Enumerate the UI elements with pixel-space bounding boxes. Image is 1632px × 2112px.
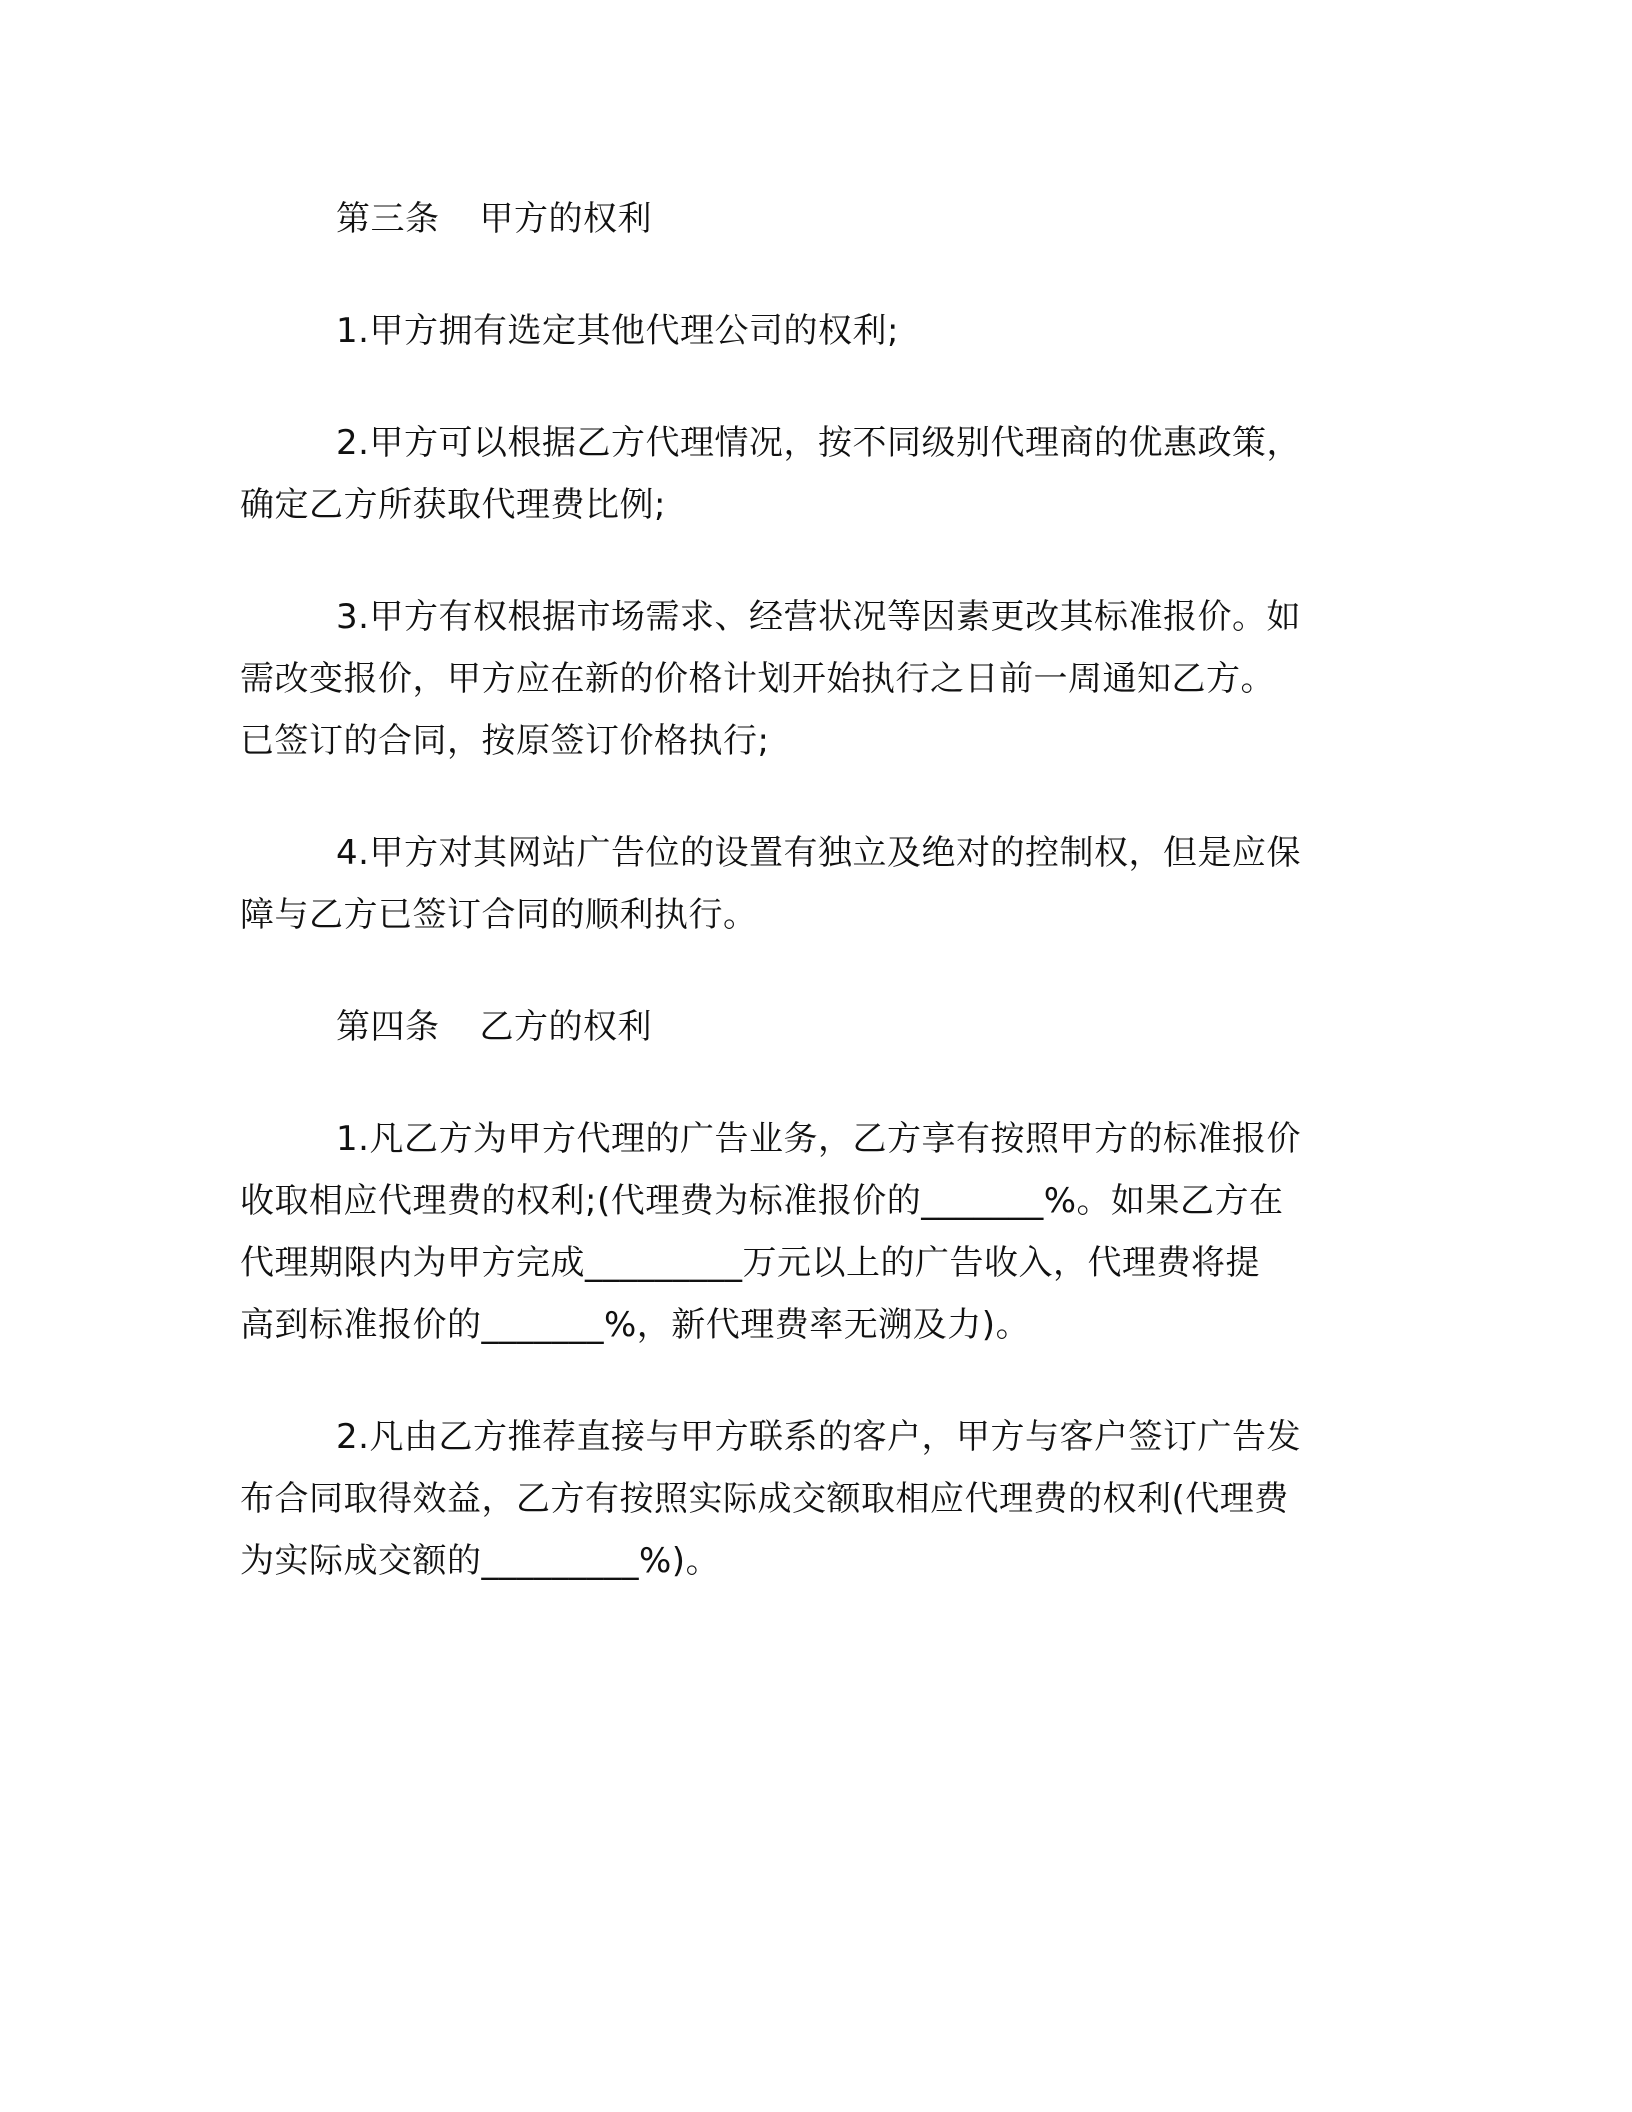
- paragraph-line: 2.凡由乙方推荐直接与甲方联系的客户，甲方与客户签订广告发: [336, 1417, 1301, 1457]
- section-title: 甲方的权利: [479, 199, 652, 239]
- paragraph-line: 1.甲方拥有选定其他代理公司的权利;: [336, 311, 899, 351]
- paragraph-line: 需改变报价，甲方应在新的价格计划开始执行之日前一周通知乙方。: [240, 659, 1275, 699]
- paragraph-line: 代理期限内为甲方完成_________万元以上的广告收入，代理费将提: [240, 1243, 1260, 1283]
- paragraph-line: 4.甲方对其网站广告位的设置有独立及绝对的控制权，但是应保: [336, 833, 1301, 873]
- paragraph-line: 障与乙方已签订合同的顺利执行。: [240, 895, 758, 935]
- paragraph-line: 收取相应代理费的权利;(代理费为标准报价的_______%。如果乙方在: [240, 1181, 1284, 1221]
- paragraph-3-3: [240, 586, 1365, 772]
- paragraph-line: 2.甲方可以根据乙方代理情况，按不同级别代理商的优惠政策，: [336, 423, 1301, 463]
- section-heading-4: [240, 996, 1365, 1058]
- paragraph-line: 高到标准报价的_______%，新代理费率无溯及力)。: [240, 1305, 1031, 1345]
- section-number: 第三条: [336, 199, 440, 239]
- section-heading-3: [240, 188, 1365, 250]
- paragraph-4-2: [240, 1406, 1365, 1592]
- section-number: 第四条: [336, 1007, 440, 1047]
- paragraph-3-1: [240, 300, 1365, 362]
- paragraph-line: 1.凡乙方为甲方代理的广告业务，乙方享有按照甲方的标准报价: [336, 1119, 1301, 1159]
- document-body: [240, 188, 1365, 1592]
- paragraph-line: 确定乙方所获取代理费比例;: [240, 485, 666, 525]
- paragraph-3-4: [240, 822, 1365, 946]
- paragraph-line: 3.甲方有权根据市场需求、经营状况等因素更改其标准报价。如: [336, 597, 1301, 637]
- paragraph-line: 已签订的合同，按原签订价格执行;: [240, 721, 770, 761]
- paragraph-line: 布合同取得效益，乙方有按照实际成交额取相应代理费的权利(代理费: [240, 1479, 1289, 1519]
- section-title: 乙方的权利: [479, 1007, 652, 1047]
- paragraph-line: 为实际成交额的_________%)。: [240, 1541, 721, 1581]
- paragraph-4-1: [240, 1108, 1365, 1356]
- paragraph-3-2: [240, 412, 1365, 536]
